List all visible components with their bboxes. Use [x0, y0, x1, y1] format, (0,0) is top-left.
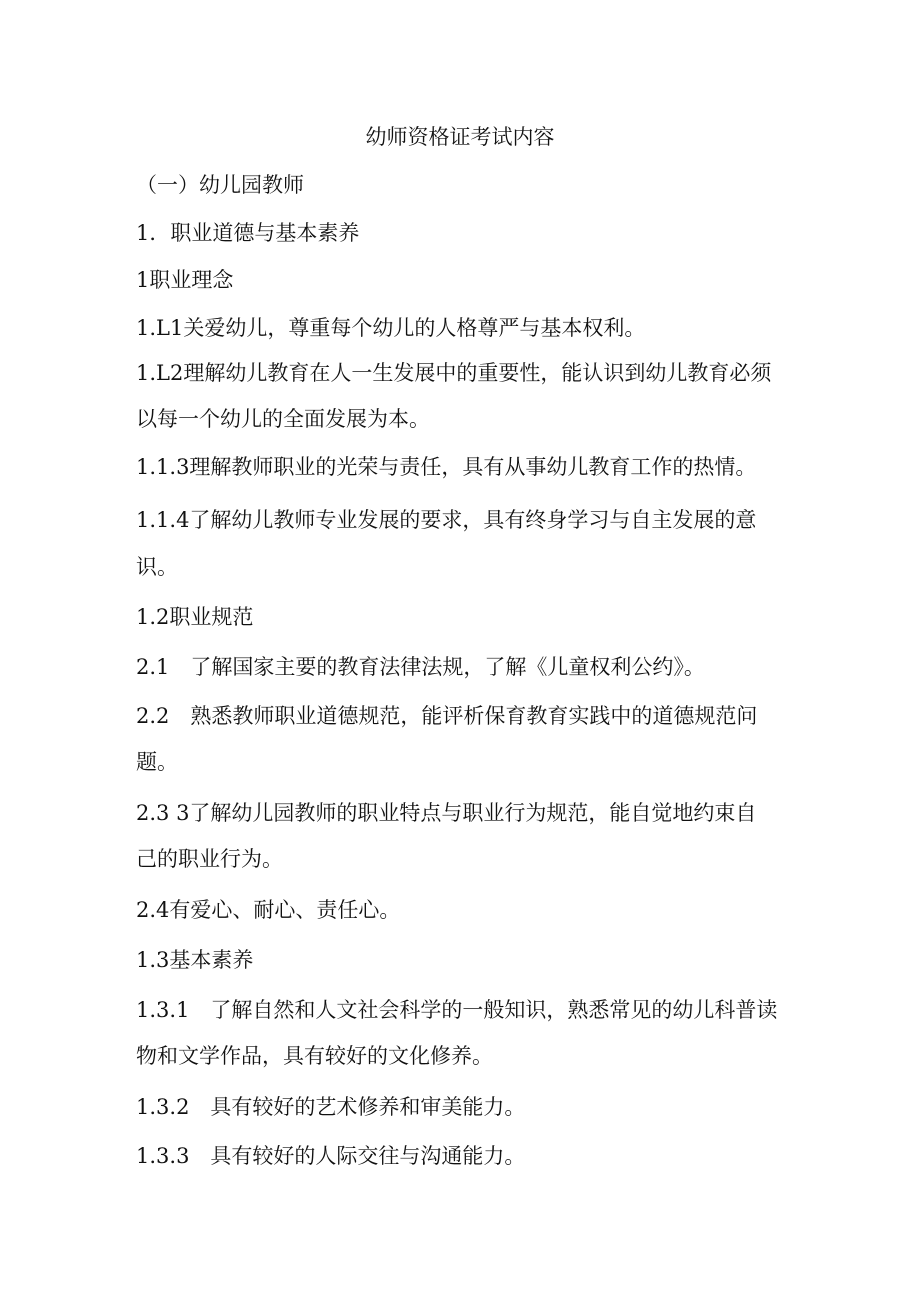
section-heading: （一）幼儿园教师: [136, 173, 304, 197]
paragraph-line: 题。: [136, 750, 178, 774]
paragraph-line: 1.3.2 具有较好的艺术修养和审美能力。: [136, 1095, 526, 1119]
paragraph-line: 1.1.3理解教师职业的光荣与责任，具有从事幼儿教育工作的热情。: [136, 455, 757, 479]
paragraph-line: 2.1 了解国家主要的教育法律法规，了解《儿童权利公约》。: [136, 655, 705, 679]
paragraph-line: 己的职业行为。: [136, 847, 283, 871]
item-heading: 1.3基本素养: [136, 948, 254, 972]
paragraph-line: 2.3 3了解幼儿园教师的职业特点与职业行为规范，能自觉地约束自: [136, 801, 757, 825]
paragraph-line: 1.L1关爱幼儿，尊重每个幼儿的人格尊严与基本权利。: [136, 316, 646, 340]
item-heading: 1.2职业规范: [136, 605, 254, 629]
paragraph-line: 1.L2理解幼儿教育在人一生发展中的重要性，能认识到幼儿教育必须: [136, 361, 772, 385]
document-title: 幼师资格证考试内容: [365, 125, 555, 149]
paragraph-line: 1.3.1 了解自然和人文社会科学的一般知识，熟悉常见的幼儿科普读: [136, 998, 778, 1022]
paragraph-line: 以每一个幼儿的全面发展为本。: [136, 407, 430, 431]
paragraph-line: 2.4有爱心、耐心、责任心。: [136, 898, 401, 922]
paragraph-line: 1.3.3 具有较好的人际交往与沟通能力。: [136, 1144, 526, 1168]
paragraph-line: 物和文学作品，具有较好的文化修养。: [136, 1044, 493, 1068]
paragraph-line: 2.2 熟悉教师职业道德规范，能评析保育教育实践中的道德规范问: [136, 704, 758, 728]
paragraph-line: 1.1.4了解幼儿教师专业发展的要求，具有终身学习与自主发展的意: [136, 508, 757, 532]
item-heading: 1职业理念: [136, 268, 234, 292]
paragraph-line: 识。: [136, 555, 178, 579]
subsection-heading: 1．职业道德与基本素养: [136, 221, 360, 245]
